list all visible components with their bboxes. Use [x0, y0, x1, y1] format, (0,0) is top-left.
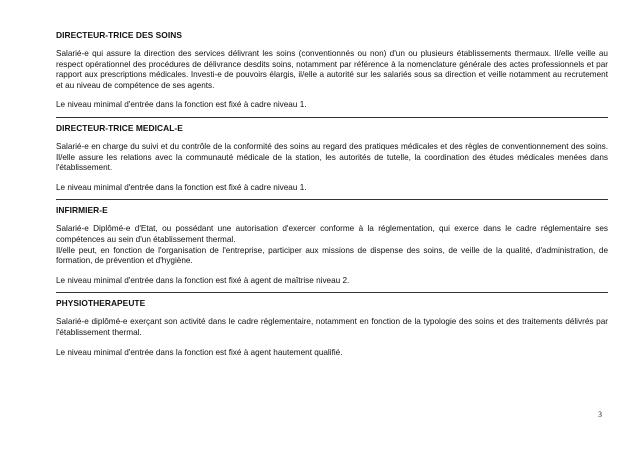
entry-level-text: Le niveau minimal d'entrée dans la fonction est fixé à agent hautement qualifié. [56, 347, 343, 357]
section-title: DIRECTEUR-TRICE MEDICAL-E [56, 122, 183, 133]
section-paragraph: Salarié-e en charge du suivi et du contrôle de la conformité des soins au regard des pratiques médicales et des règles de conventionnement des soins. Il/elle assure les relations avec la communauté médicale de la station, les autorités de tutelle, la coordination des études médicales menées dans l'établissement. [56, 141, 608, 173]
section-divider [56, 292, 608, 293]
section-directeur-medical [56, 123, 608, 193]
entry-level-text: Le niveau minimal d'entrée dans la fonction est fixé à cadre niveau 1. [56, 100, 307, 110]
section-physiotherapeute [56, 298, 608, 358]
section-infirmier [56, 205, 608, 286]
section-paragraph: Il/elle peut, en fonction de l'organisation de l'entreprise, participer aux missions de dispense des soins, de veille de la qualité, d'administration, de formation, de prévention et d'hygiène. [56, 245, 608, 266]
section-paragraph: Salarié-e diplômé-e exerçant son activité dans le cadre réglementaire, notamment en fonction de la typologie des soins et des traitements délivrés par l'établissement thermal. [56, 317, 608, 337]
page-number: 3 [598, 410, 602, 419]
entry-level-text: Le niveau minimal d'entrée dans la fonction est fixé à agent de maîtrise niveau 2. [56, 275, 350, 285]
document-content [56, 30, 608, 358]
section-paragraph: Salarié-e qui assure la direction des services délivrant les soins (conventionnés ou non) d'un ou plusieurs établissements thermaux. Il/elle veille au respect opérationnel des procédures de délivrance desdits soins, notamment par référence à la nomenclature générale des actes professionnels et par rapport aux prescriptions médicales. Investi-e de pouvoirs élargis, il/elle a autorité sur les salariés sous sa direction et veille notamment au recrutement et au niveau de compétence de ses agents. [56, 49, 608, 90]
entry-level-text: Le niveau minimal d'entrée dans la fonction est fixé à cadre niveau 1. [56, 182, 307, 192]
section-divider [56, 199, 608, 200]
section-title: PHYSIOTHERAPEUTE [56, 298, 146, 309]
section-title: INFIRMIER-E [56, 205, 108, 216]
section-divider [56, 117, 608, 118]
section-title: DIRECTEUR-TRICE DES SOINS [56, 30, 182, 40]
section-paragraph: Salarié-e Diplômé-e d'Etat, ou possédant une autorisation d'exercer conforme à la réglementation, qui exerce dans le cadre réglementaire ses compétences au sein d'un établissement thermal. [56, 224, 608, 244]
section-directeur-soins [56, 30, 608, 111]
